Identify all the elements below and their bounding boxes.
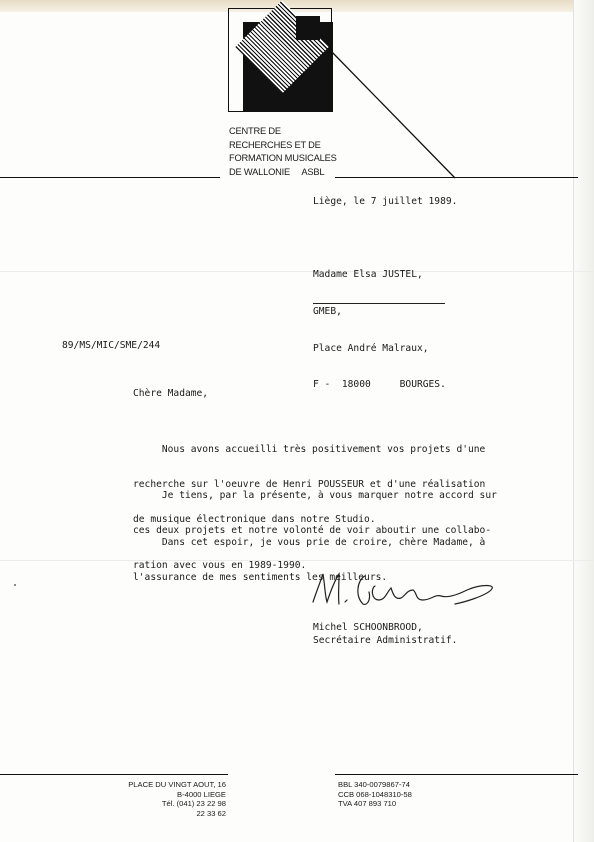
letter-date: Liège, le 7 juillet 1989. <box>313 196 458 207</box>
paper-speck <box>14 584 16 586</box>
handwritten-signature <box>305 566 505 610</box>
recipient-line: Place André Malraux, <box>313 342 429 354</box>
footer-bank-line: CCB 068-1048310-58 <box>338 789 412 799</box>
reference-number: 89/MS/MIC/SME/244 <box>62 340 161 351</box>
body-line: Nous avons accueilli très positivement vos projets d'une <box>133 443 486 455</box>
footer-address-line: 22 33 62 <box>196 808 226 818</box>
org-line: CENTRE DE <box>229 126 281 136</box>
footer-bank-line: BBL 340-0079867-74 <box>338 780 410 789</box>
body-line: Je tiens, par la présente, à vous marquer notre accord sur <box>133 489 497 501</box>
signer-title: Secrétaire Administratif. <box>313 635 458 646</box>
body-line: ces deux projets et notre volonté de voir aboutir une collabo- <box>133 524 492 536</box>
body-line: recherche sur l'oeuvre de Henri POUSSEUR et d'une réalisation <box>133 478 486 490</box>
footer-address <box>128 780 226 818</box>
signer-name: Michel SCHOONBROOD, <box>313 622 423 633</box>
org-line: FORMATION MUSICALES <box>229 153 337 163</box>
salutation: Chère Madame, <box>133 388 209 399</box>
address-underline <box>313 303 445 304</box>
recipient-line: GMEB, <box>313 306 342 318</box>
footer-rule-right <box>335 774 578 775</box>
footer-address-line: PLACE DU VINGT AOUT, 16 <box>128 780 226 789</box>
body-line: ration avec vous en 1989-1990. <box>133 560 307 572</box>
footer-address-line: B-4000 LIEGE <box>177 789 226 799</box>
footer-rule-left <box>0 774 228 775</box>
org-line: RECHERCHES ET DE <box>229 139 321 150</box>
body-line: de musique électronique dans notre Studio. <box>133 514 376 526</box>
org-line: DE WALLONIE ASBL <box>229 166 325 177</box>
recipient-line: Madame Elsa JUSTEL, <box>313 269 423 281</box>
body-line: l'assurance de mes sentiments les meilleurs. <box>133 571 388 583</box>
body-line: Dans cet espoir, je vous prie de croire, chère Madame, à <box>133 536 486 548</box>
recipient-address <box>313 245 446 416</box>
footer-bank-line: TVA 407 893 710 <box>338 799 397 809</box>
footer-bank-details <box>338 780 412 809</box>
footer-address-line: Tél. (041) 23 22 98 <box>161 799 226 809</box>
recipient-line: F - 18000 BOURGES. <box>313 379 446 391</box>
